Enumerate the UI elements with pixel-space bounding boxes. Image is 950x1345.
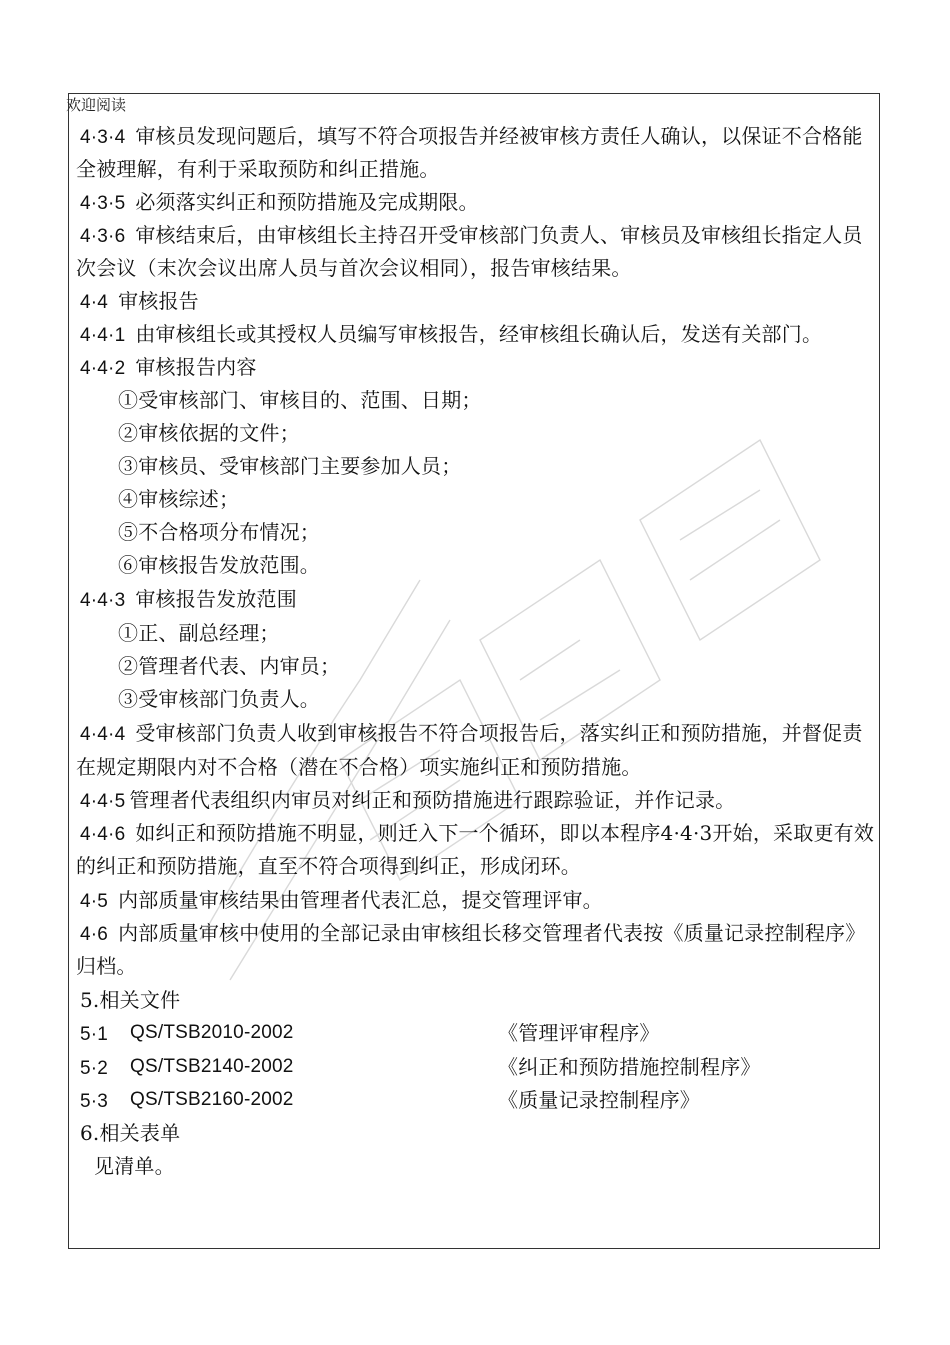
clause-text: 管理者代表组织内审员对纠正和预防措施进行跟踪验证，并作记录。 [129, 788, 736, 812]
related-docs-heading: 5.相关文件 [80, 988, 181, 1012]
doc-code: QS/TSB2140-2002 [130, 1056, 294, 1077]
list-item: ⑥审核报告发放范围。 [118, 553, 320, 577]
clause-number: 4·3·5 [80, 193, 126, 214]
clause-text: 审核报告 [118, 289, 199, 313]
clause-number: 4·4·6 [80, 824, 126, 845]
doc-number: 5·2 [80, 1058, 109, 1079]
clause-text: 必须落实纠正和预防措施及完成期限。 [135, 190, 479, 214]
clause-4-4 [80, 288, 199, 316]
clause-4-6-cont: 归档。 [76, 954, 137, 978]
page-header: 欢迎阅读 [66, 96, 127, 114]
clause-4-3-5 [80, 189, 479, 217]
clause-4-4-2 [80, 354, 257, 382]
clause-text: 受审核部门负责人收到审核报告不符合项报告后，落实纠正和预防措施，并督促责 [135, 721, 863, 745]
clause-4-3-6 [80, 222, 863, 250]
list-item: ②审核依据的文件； [118, 421, 300, 445]
list-item: ③审核员、受审核部门主要参加人员； [118, 454, 462, 478]
clause-4-4-4-cont: 在规定期限内对不合格（潜在不合格）项实施纠正和预防措施。 [76, 755, 642, 779]
clause-number: 4·4·3 [80, 590, 126, 611]
clause-text: 如纠正和预防措施不明显，则迁入下一个循环，即以本程序4·4·3开始，采取更有效 [135, 821, 875, 845]
doc-code: QS/TSB2010-2002 [130, 1022, 294, 1043]
clause-4-4-1 [80, 321, 822, 349]
list-item: ⑤不合格项分布情况； [118, 520, 320, 544]
list-item: ①正、副总经理； [118, 621, 280, 645]
clause-number: 4·3·4 [80, 127, 126, 148]
clause-4-4-4 [80, 720, 863, 748]
clause-4-5 [80, 887, 603, 915]
doc-title: 《管理评审程序》 [498, 1021, 660, 1045]
related-doc-row [80, 1087, 860, 1115]
clause-text: 审核报告发放范围 [135, 587, 297, 611]
doc-title: 《纠正和预防措施控制程序》 [498, 1055, 761, 1079]
clause-text: 审核报告内容 [135, 355, 257, 379]
clause-4-3-4-cont: 全被理解，有利于采取预防和纠正措施。 [76, 157, 440, 181]
clause-4-4-3 [80, 586, 297, 614]
clause-4-3-4 [80, 123, 863, 151]
clause-number: 4·4·5 [80, 791, 126, 812]
clause-number: 4·6 [80, 924, 109, 945]
clause-number: 4·4·1 [80, 325, 126, 346]
clause-text: 内部质量审核结果由管理者代表汇总，提交管理评审。 [118, 888, 603, 912]
clause-number: 4·3·6 [80, 226, 126, 247]
clause-text: 由审核组长或其授权人员编写审核报告，经审核组长确认后，发送有关部门。 [135, 322, 823, 346]
clause-4-6 [80, 920, 865, 948]
list-item: ①受审核部门、审核目的、范围、日期； [118, 388, 482, 412]
clause-number: 4·4·2 [80, 358, 126, 379]
clause-text: 审核结束后，由审核组长主持召开受审核部门负责人、审核员及审核组长指定人员 [135, 223, 863, 247]
related-forms-heading: 6.相关表单 [80, 1121, 181, 1145]
clause-text: 审核员发现问题后，填写不符合项报告并经被审核方责任人确认，以保证不合格能 [135, 124, 863, 148]
doc-number: 5·3 [80, 1091, 109, 1112]
related-doc-row [80, 1054, 860, 1082]
clause-4-4-6 [80, 820, 874, 848]
clause-number: 4·4 [80, 292, 109, 313]
clause-4-4-6-cont: 的纠正和预防措施，直至不符合项得到纠正，形成闭环。 [76, 854, 581, 878]
related-forms-text: 见清单。 [94, 1154, 175, 1178]
list-item: ④审核综述； [118, 487, 240, 511]
doc-title: 《质量记录控制程序》 [498, 1088, 700, 1112]
doc-code: QS/TSB2160-2002 [130, 1089, 294, 1110]
related-doc-row [80, 1020, 860, 1048]
list-item: ③受审核部门负责人。 [118, 687, 320, 711]
clause-text: 内部质量审核中使用的全部记录由审核组长移交管理者代表按《质量记录控制程序》 [118, 921, 866, 945]
doc-number: 5·1 [80, 1024, 109, 1045]
clause-4-3-6-cont: 次会议（末次会议出席人员与首次会议相同），报告审核结果。 [76, 256, 632, 280]
clause-number: 4·4·4 [80, 724, 126, 745]
clause-number: 4·5 [80, 891, 109, 912]
list-item: ②管理者代表、内审员； [118, 654, 341, 678]
clause-4-4-5 [80, 787, 735, 815]
